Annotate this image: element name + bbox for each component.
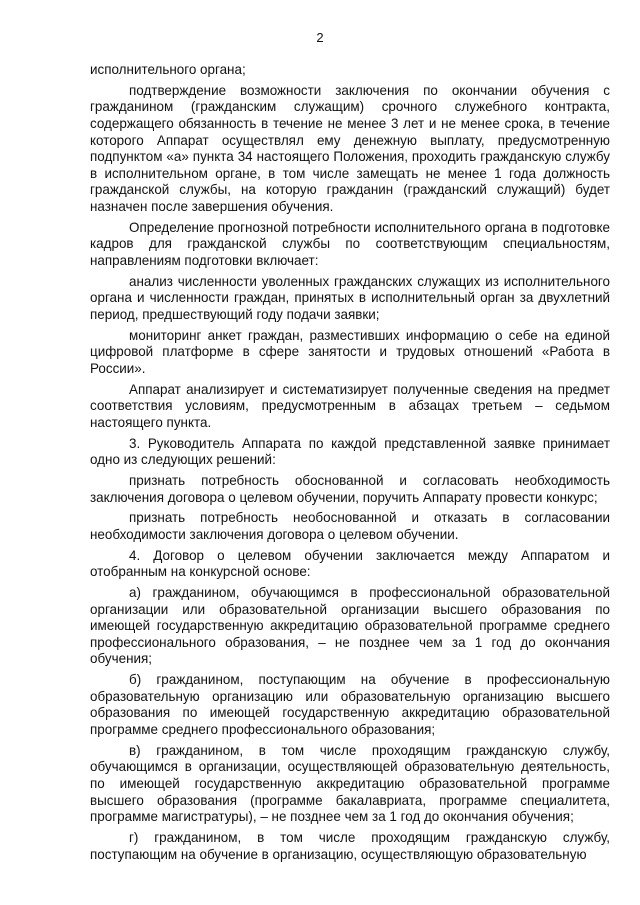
paragraph-forecast-definition: Определение прогнозной потребности исполнительного органа в подготовке кадров для гражданской службы по соответствующим специальностям, направлениям подготовки включает: [90,219,610,268]
paragraph-monitoring: мониторинг анкет граждан, разместивших информацию о себе на единой цифровой платформе в сфере занятости и трудовых отношений «Работа в России». [90,327,610,376]
document-body [90,62,610,867]
paragraph-subitem-a: а) гражданином, обучающимся в профессиональной образовательной организации или образовательной организации высшего образования по имеющей государственную аккредитацию образовательной программе среднего профессионального образования, – не позднее чем за 1 год до окончания обучения; [90,585,610,667]
paragraph-item-3: 3. Руководитель Аппарата по каждой представленной заявке принимает одно из следующих решений: [90,435,610,468]
paragraph-subitem-b: б) гражданином, поступающим на обучение в профессиональную образовательную организацию или образовательную организацию высшего образования по имеющей государственную аккредитацию образовательной программе среднего профессионального образования; [90,672,610,738]
page-number: 2 [316,30,324,45]
paragraph-contract-confirmation: подтверждение возможности заключения по окончании обучения с гражданином (гражданским служащим) срочного служебного контракта, содержащего обязанность в течение не менее 3 лет и не менее срока, в течение которого Аппарат осуществлял ему денежную выплату, предусмотренную подпунктом «а» пункта 34 настоящего Положения, проходить гражданскую службу в исполнительном органе, в том числе замещать не менее 1 года должность гражданской службы, на которую гражданин (гражданский служащий) будет назначен после завершения обучения. [90,82,610,214]
paragraph-decision-reject: признать потребность необоснованной и отказать в согласовании необходимости заключения договора о целевом обучении. [90,510,610,542]
paragraph-continuation: исполнительного органа; [90,62,246,77]
paragraph-apparatus-analysis: Аппарат анализирует и систематизирует полученные сведения на предмет соответствия условиям, предусмотренным в абзацах третьем – седьмом настоящего пункта. [90,381,610,430]
paragraph-subitem-g: г) гражданином, в том числе проходящим гражданскую службу, поступающим на обучение в организацию, осуществляющую образовательную [90,829,610,862]
paragraph-analysis: анализ численности уволенных гражданских служащих из исполнительного органа и численности граждан, принятых в исполнительный орган за двухлетний период, предшествующий году подачи заявки; [90,273,610,322]
paragraph-decision-approve: признать потребность обоснованной и согласовать необходимость заключения договора о целевом обучении, поручить Аппарату провести конкурс; [90,472,610,505]
paragraph-item-4: 4. Договор о целевом обучении заключается между Аппаратом и отобранным на конкурсной основе: [90,547,610,580]
paragraph-subitem-v: в) гражданином, в том числе проходящим гражданскую службу, обучающимся в организации, осуществляющей образовательную деятельность, по имеющей государственную аккредитацию образовательной программе высшего образования (программе бакалавриата, программе специалитета, программе магистратуры), – не позднее чем за 1 год до окончания обучения; [90,742,610,825]
